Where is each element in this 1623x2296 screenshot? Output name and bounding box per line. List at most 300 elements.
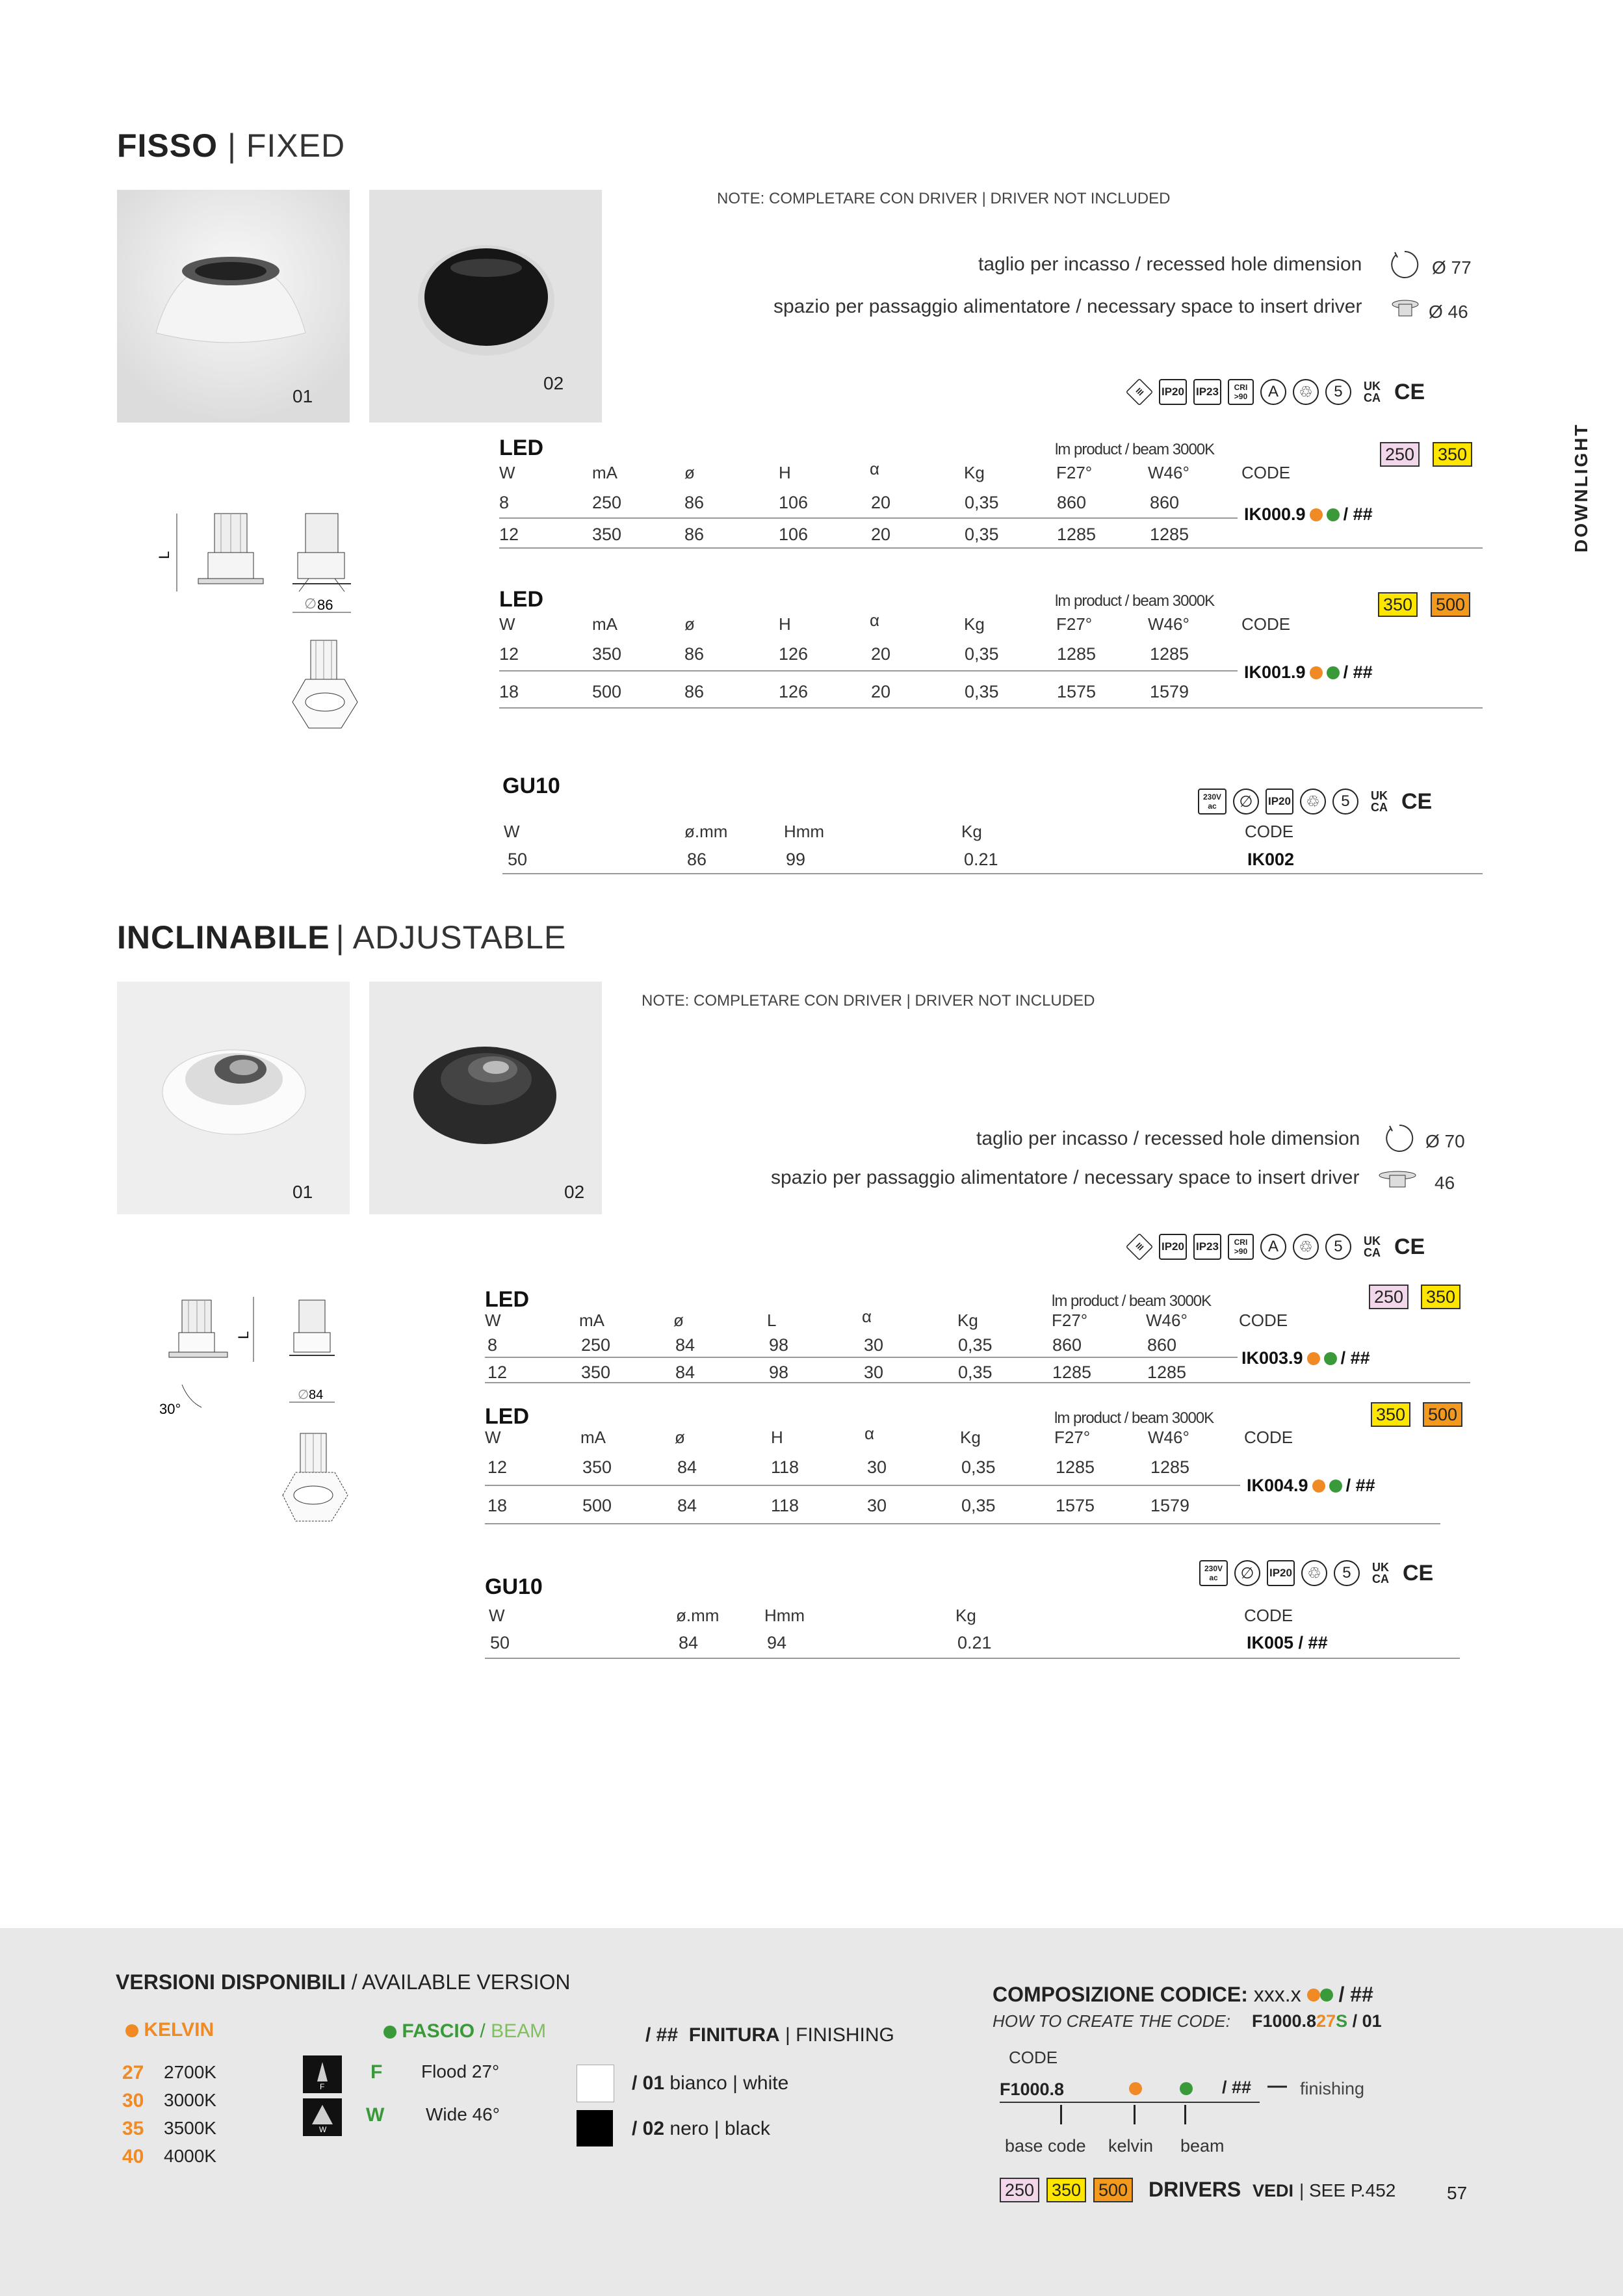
fixed-driver-space-label: spazio per passaggio alimentatore / necessary space to insert driver <box>773 296 1362 317</box>
finish-code: / 02 <box>632 2118 665 2139</box>
composition-title <box>993 1983 1373 2007</box>
finish-title <box>645 2024 894 2046</box>
col-f27: F27° <box>1056 614 1093 634</box>
page-number: 57 <box>1447 2183 1468 2203</box>
finish-item <box>632 2118 770 2140</box>
cell: 86 <box>684 493 705 512</box>
recycle-icon: ♲ <box>1300 789 1326 815</box>
cell: 118 <box>771 1457 799 1477</box>
cell: 84 <box>677 1496 697 1515</box>
row-divider <box>499 517 1238 519</box>
fixed-title-light: FIXED <box>246 127 346 164</box>
no-dim-icon: ∅ <box>1233 789 1259 815</box>
driver-badge-350: 350 <box>1046 2178 1086 2202</box>
lm-header: lm product / beam 3000K <box>1055 441 1215 458</box>
col-w: W <box>499 614 515 634</box>
versions-title-light: / AVAILABLE VERSION <box>351 1970 571 1994</box>
col-w46: W46° <box>1148 463 1189 482</box>
svg-text:L: L <box>156 551 172 559</box>
cell: 0,35 <box>965 493 999 512</box>
col-code: CODE <box>1241 463 1291 482</box>
finish-title-code: / ## <box>645 2024 679 2046</box>
cell: 860 <box>1052 1335 1082 1355</box>
code-suffix: / ## <box>1343 662 1373 682</box>
fixed-side-drawing <box>156 494 357 741</box>
diagram-tick <box>1134 2105 1136 2124</box>
adjustable-side-drawing <box>149 1287 383 1534</box>
adjustable-drawing-angle: 30° <box>159 1401 181 1417</box>
fixed-cert-icons <box>1126 379 1426 405</box>
cell: 12 <box>499 644 519 664</box>
adjustable-driver-space-label: spazio per passaggio alimentatore / necessary space to insert driver <box>771 1167 1360 1188</box>
class-iii-icon: III <box>1126 378 1153 406</box>
cell: 98 <box>769 1335 789 1355</box>
warranty-5-icon: 5 <box>1325 1234 1351 1260</box>
driver-badge-350: 350 <box>1421 1285 1461 1309</box>
row-divider <box>499 707 1483 709</box>
col-kg: Kg <box>957 1311 978 1330</box>
diagram-tick <box>1060 2105 1062 2124</box>
cri-icon: CRI >90 <box>1228 1234 1254 1260</box>
adjustable-photo-white <box>117 982 350 1214</box>
col-ma: mA <box>579 1311 604 1330</box>
cell: 1285 <box>1150 1457 1190 1477</box>
kelvin-title-text: KELVIN <box>144 2019 214 2041</box>
black-adjustable-image <box>369 982 602 1214</box>
flood-beam-icon <box>303 2055 342 2093</box>
ip20-icon: IP20 <box>1267 1560 1295 1586</box>
kelvin-dot <box>1312 1480 1325 1493</box>
cell: 84 <box>675 1363 695 1382</box>
black-downlight-image <box>369 190 602 423</box>
diagram-suffix: / ## <box>1222 2078 1252 2097</box>
cell: 350 <box>592 644 622 664</box>
cell: 86 <box>684 525 705 544</box>
driver-space-icon <box>1377 1169 1420 1195</box>
col-h-mm: Hmm <box>764 1606 805 1625</box>
col-f27: F27° <box>1056 463 1093 482</box>
col-f27: F27° <box>1054 1428 1091 1447</box>
adjustable-drawing-L: L <box>235 1331 252 1339</box>
see-page-link[interactable]: | SEE P.452 <box>1299 2180 1396 2200</box>
beam-title-bold: FASCIO <box>402 2020 475 2042</box>
example-suffix: / 01 <box>1352 2011 1382 2031</box>
warranty-5-icon: 5 <box>1334 1560 1360 1586</box>
photo-number: 01 <box>292 386 313 406</box>
diagram-label-beam: beam <box>1180 2136 1225 2156</box>
col-diam: ø <box>673 1311 684 1330</box>
kelvin-code: 27 <box>122 2062 144 2083</box>
cell: 20 <box>871 493 891 512</box>
col-w: W <box>499 463 515 482</box>
table-title: LED <box>499 436 543 460</box>
cell: 126 <box>779 682 809 701</box>
cell: 0,35 <box>965 644 999 664</box>
photo-number: 02 <box>564 1182 585 1202</box>
cri-icon: CRI >90 <box>1228 379 1254 405</box>
col-ma: mA <box>580 1428 606 1447</box>
drivers-label: DRIVERS <box>1149 2178 1241 2201</box>
cell: 20 <box>871 525 891 544</box>
cell: 860 <box>1057 493 1087 512</box>
finish-label: nero | black <box>669 2118 770 2139</box>
cell: 12 <box>499 525 519 544</box>
cell: 50 <box>490 1633 510 1652</box>
cell: 0,35 <box>965 525 999 544</box>
beam-value: Wide 46° <box>426 2104 500 2124</box>
col-code: CODE <box>1244 1428 1293 1447</box>
row-divider <box>485 1485 1240 1486</box>
no-dim-icon: ∅ <box>1234 1560 1260 1586</box>
diagram-dash: — <box>1267 2075 1287 2096</box>
recycle-icon: ♲ <box>1301 1560 1327 1586</box>
col-diam-mm: ø.mm <box>684 822 728 841</box>
kelvin-value: 2700K <box>164 2062 216 2082</box>
cell: 126 <box>779 644 809 664</box>
example-kelvin: 27 <box>1316 2011 1336 2031</box>
col-l: L <box>767 1311 777 1330</box>
beam-dot <box>1320 1989 1333 2002</box>
cell: 8 <box>499 493 510 512</box>
driver-badge-500: 500 <box>1423 1402 1462 1427</box>
finish-title-bold: FINITURA <box>688 2024 780 2046</box>
beam-code: F <box>370 2061 383 2083</box>
cell: 250 <box>592 493 622 512</box>
kelvin-dot <box>1307 1989 1320 2002</box>
white-adjustable-image <box>117 982 350 1214</box>
driver-badge-350: 350 <box>1378 592 1418 617</box>
driver-badge-350: 350 <box>1433 442 1472 467</box>
row-divider <box>499 547 1483 549</box>
photo-number: 02 <box>543 373 564 393</box>
230v-icon: 230V ac <box>1199 1560 1228 1586</box>
col-diam-mm: ø.mm <box>676 1606 720 1625</box>
col-kg: Kg <box>964 614 985 634</box>
product-code <box>1241 1348 1370 1368</box>
cell: 1285 <box>1057 644 1097 664</box>
cell: 86 <box>687 850 707 869</box>
no-cover-icon: A <box>1260 1234 1286 1260</box>
diagram-kelvin-dot <box>1129 2082 1142 2095</box>
side-label: DOWNLIGHT <box>1571 423 1591 553</box>
col-code: CODE <box>1245 822 1294 841</box>
fixed-photo-black <box>369 190 602 423</box>
black-swatch <box>577 2110 613 2146</box>
table-title: LED <box>485 1404 529 1429</box>
col-w46: W46° <box>1148 1428 1189 1447</box>
fixed-title-bold: FISSO <box>117 127 218 164</box>
230v-icon: 230V ac <box>1198 789 1227 815</box>
row-divider <box>485 1658 1460 1659</box>
diagram-tick <box>1184 2105 1186 2124</box>
beam-value: Flood 27° <box>421 2061 500 2081</box>
adjustable-title-bold: INCLINABILE <box>117 919 330 956</box>
table-title: GU10 <box>485 1574 543 1599</box>
driver-space-icon <box>1391 298 1423 324</box>
cell: 1285 <box>1057 525 1097 544</box>
beam-dot <box>1329 1480 1342 1493</box>
hole-icon <box>1388 248 1421 281</box>
no-cover-icon: A <box>1260 379 1286 405</box>
lm-header: lm product / beam 3000K <box>1052 1292 1212 1310</box>
hole-icon <box>1383 1122 1416 1155</box>
col-f27: F27° <box>1052 1311 1088 1330</box>
product-code <box>1244 662 1373 683</box>
white-downlight-image <box>117 190 350 423</box>
class-iii-icon: III <box>1126 1233 1153 1260</box>
col-w46: W46° <box>1148 614 1189 634</box>
fixed-led2-table <box>499 587 1483 711</box>
product-code <box>1247 1476 1375 1496</box>
driver-badge-500: 500 <box>1093 2178 1133 2202</box>
fixed-hole-value: Ø 77 <box>1432 257 1472 278</box>
cell: 30 <box>864 1363 884 1382</box>
ip23-icon: IP23 <box>1193 379 1221 405</box>
col-kg: Kg <box>955 1606 976 1625</box>
fixed-photo-white <box>117 190 350 423</box>
col-w: W <box>489 1606 505 1625</box>
row-divider <box>499 670 1238 672</box>
adjustable-note: NOTE: COMPLETARE CON DRIVER | DRIVER NOT INCLUDED <box>642 992 1095 1010</box>
adjustable-led1-table <box>485 1287 1470 1385</box>
cell: 350 <box>582 1457 612 1477</box>
col-alpha: α <box>864 1424 875 1443</box>
adjustable-cert-icons <box>1126 1234 1426 1260</box>
col-alpha: α <box>870 459 880 478</box>
adjustable-driver-space-value: 46 <box>1435 1173 1455 1193</box>
kelvin-code: 35 <box>122 2118 144 2139</box>
cell: 1579 <box>1150 1496 1190 1515</box>
cell: 0.21 <box>964 850 998 869</box>
col-kg: Kg <box>960 1428 981 1447</box>
code-example <box>1252 2011 1382 2031</box>
adjustable-led2-table <box>485 1404 1458 1528</box>
col-h: H <box>771 1428 783 1447</box>
cell: 350 <box>581 1363 611 1382</box>
kelvin-value: 4000K <box>164 2146 216 2166</box>
code-text: IK004.9 <box>1247 1476 1308 1495</box>
adjustable-title <box>117 919 566 956</box>
driver-badge-250: 250 <box>1000 2178 1039 2202</box>
adjustable-drawing-dim: 84 <box>309 1388 324 1402</box>
fixed-gu10-table <box>502 774 1483 878</box>
finish-code: / 01 <box>632 2072 665 2094</box>
diagram-label-base: base code <box>1005 2136 1086 2156</box>
gu10-cert-icons <box>1199 1560 1435 1586</box>
cell: 30 <box>867 1496 887 1515</box>
cell: 860 <box>1150 493 1180 512</box>
adjustable-hole-label: taglio per incasso / recessed hole dimension <box>976 1128 1360 1149</box>
cell: 106 <box>779 525 809 544</box>
fixed-title <box>117 127 345 164</box>
product-code: IK002 <box>1247 850 1295 869</box>
beam-dot <box>1327 666 1340 679</box>
composition-title-bold: COMPOSIZIONE CODICE: <box>993 1983 1248 2006</box>
white-swatch <box>577 2065 614 2102</box>
photo-number: 01 <box>292 1182 313 1202</box>
versions-title <box>116 1970 570 1994</box>
fixed-driver-space-value: Ø 46 <box>1429 302 1468 322</box>
adjustable-photo-black <box>369 982 602 1214</box>
kelvin-code: 40 <box>122 2146 144 2167</box>
wide-beam-icon <box>303 2098 342 2136</box>
col-w: W <box>485 1311 501 1330</box>
kelvin-title <box>125 2019 214 2041</box>
diagram-beam-dot <box>1180 2082 1193 2095</box>
cell: 1285 <box>1150 525 1189 544</box>
col-alpha: α <box>870 610 880 630</box>
cell: 350 <box>592 525 622 544</box>
ce-icon: CE <box>1402 1560 1434 1585</box>
driver-badge-250: 250 <box>1380 442 1420 467</box>
table-title: GU10 <box>502 774 560 798</box>
row-divider <box>502 873 1483 874</box>
cell: 500 <box>582 1496 612 1515</box>
lm-header: lm product / beam 3000K <box>1054 1409 1214 1427</box>
cell: 1285 <box>1147 1363 1187 1382</box>
beam-title-light: BEAM <box>491 2020 547 2042</box>
beam-dot <box>383 2026 396 2039</box>
table-title: LED <box>499 587 543 612</box>
col-code: CODE <box>1244 1606 1293 1625</box>
code-suffix: / ## <box>1343 504 1373 524</box>
col-w: W <box>485 1428 501 1447</box>
col-diam: ø <box>684 463 695 482</box>
beam-dot <box>1324 1352 1337 1365</box>
beam-title-sep: / <box>480 2020 486 2042</box>
adjustable-title-sep: | <box>335 919 345 956</box>
col-ma: mA <box>592 463 617 482</box>
cell: 98 <box>769 1363 789 1382</box>
row-divider <box>485 1357 1238 1358</box>
col-code: CODE <box>1239 1311 1288 1330</box>
cell: 94 <box>767 1633 787 1652</box>
svg-text:∅: ∅ <box>304 595 317 612</box>
cell: 250 <box>581 1335 611 1355</box>
kelvin-value: 3500K <box>164 2118 216 2138</box>
col-w46: W46° <box>1146 1311 1188 1330</box>
cell: 1285 <box>1150 644 1189 664</box>
cell: 20 <box>871 644 891 664</box>
code-suffix: / ## <box>1345 1476 1375 1495</box>
ip23-icon: IP23 <box>1193 1234 1221 1260</box>
drivers-ref <box>1149 2178 1396 2202</box>
cell: 500 <box>592 682 622 701</box>
product-code <box>1244 504 1373 525</box>
lm-header: lm product / beam 3000K <box>1055 592 1215 610</box>
warranty-5-icon: 5 <box>1325 379 1351 405</box>
col-w: W <box>504 822 520 841</box>
cell: 118 <box>771 1496 799 1515</box>
cell: 1575 <box>1056 1496 1095 1515</box>
gu10-cert-icons <box>1198 789 1433 815</box>
cell: 86 <box>684 682 705 701</box>
ukca-icon: UK CA <box>1363 380 1381 404</box>
cell: 30 <box>864 1335 884 1355</box>
cell: 860 <box>1147 1335 1177 1355</box>
cell: 0,35 <box>961 1457 996 1477</box>
finish-item <box>632 2072 788 2094</box>
vedi-label: VEDI <box>1253 2181 1294 2200</box>
cell: 99 <box>786 850 806 869</box>
kelvin-dot <box>125 2024 138 2037</box>
row-divider <box>485 1382 1470 1383</box>
flood-beam-icon-letter: F <box>320 2082 325 2091</box>
code-label: CODE <box>1009 2048 1058 2067</box>
col-h: H <box>779 463 791 482</box>
kelvin-dot <box>1310 666 1323 679</box>
table-title: LED <box>485 1287 529 1312</box>
adjustable-title-light: ADJUSTABLE <box>352 919 567 956</box>
fixed-drawing-dim: 86 <box>317 597 333 613</box>
diagram-base: F1000.8 <box>1000 2080 1065 2099</box>
adjustable-hole-value: Ø 70 <box>1425 1131 1465 1151</box>
cell: 12 <box>487 1457 508 1477</box>
col-code: CODE <box>1241 614 1291 634</box>
recycle-icon: ♲ <box>1293 379 1319 405</box>
kelvin-value: 3000K <box>164 2090 216 2110</box>
code-text: IK003.9 <box>1241 1348 1303 1368</box>
kelvin-dot <box>1307 1352 1320 1365</box>
cell: 1285 <box>1056 1457 1095 1477</box>
cell: 18 <box>499 682 519 701</box>
col-alpha: α <box>862 1307 872 1326</box>
driver-badge-250: 250 <box>1369 1285 1409 1309</box>
beam-code: W <box>366 2104 385 2126</box>
warranty-5-icon: 5 <box>1332 789 1358 815</box>
ce-icon: CE <box>1394 379 1425 404</box>
ip20-icon: IP20 <box>1159 1234 1187 1260</box>
col-ma: mA <box>592 614 617 634</box>
how-to-label: HOW TO CREATE THE CODE: <box>993 2011 1230 2031</box>
versions-title-bold: VERSIONI DISPONIBILI <box>116 1970 346 1994</box>
cell: 84 <box>675 1335 695 1355</box>
cell: 106 <box>779 493 809 512</box>
code-text: IK000.9 <box>1244 504 1306 524</box>
ce-icon: CE <box>1401 789 1433 814</box>
cell: 1285 <box>1052 1363 1092 1382</box>
diagram-label-kelvin: kelvin <box>1108 2136 1154 2156</box>
fixed-note: NOTE: COMPLETARE CON DRIVER | DRIVER NOT INCLUDED <box>717 190 1171 207</box>
example-beam: S <box>1336 2011 1348 2031</box>
cell: 18 <box>487 1496 508 1515</box>
product-code: IK005 / ## <box>1247 1633 1328 1652</box>
composition-title-suffix: / ## <box>1338 1983 1373 2006</box>
footer-panel <box>0 1928 1623 2296</box>
cell: 84 <box>679 1633 699 1652</box>
row-divider <box>485 1523 1440 1524</box>
driver-badge-350: 350 <box>1371 1402 1410 1427</box>
cell: 0.21 <box>957 1633 992 1652</box>
composition-title-code: xxx.x <box>1253 1983 1301 2006</box>
svg-text:∅: ∅ <box>298 1388 309 1402</box>
code-text: IK001.9 <box>1244 662 1306 682</box>
col-kg: Kg <box>964 463 985 482</box>
cell: 84 <box>677 1457 697 1477</box>
diagram-underline <box>1000 2102 1260 2103</box>
cell: 8 <box>487 1335 498 1355</box>
cell: 0,35 <box>958 1335 993 1355</box>
finish-title-light: | FINISHING <box>785 2024 894 2046</box>
beam-dot <box>1327 508 1340 521</box>
ukca-icon: UK CA <box>1370 789 1388 814</box>
ip20-icon: IP20 <box>1266 789 1293 815</box>
cell: 12 <box>487 1363 508 1382</box>
cell: 1579 <box>1150 682 1189 701</box>
ip20-icon: IP20 <box>1159 379 1187 405</box>
driver-badge-500: 500 <box>1431 592 1470 617</box>
ukca-icon: UK CA <box>1363 1234 1381 1259</box>
